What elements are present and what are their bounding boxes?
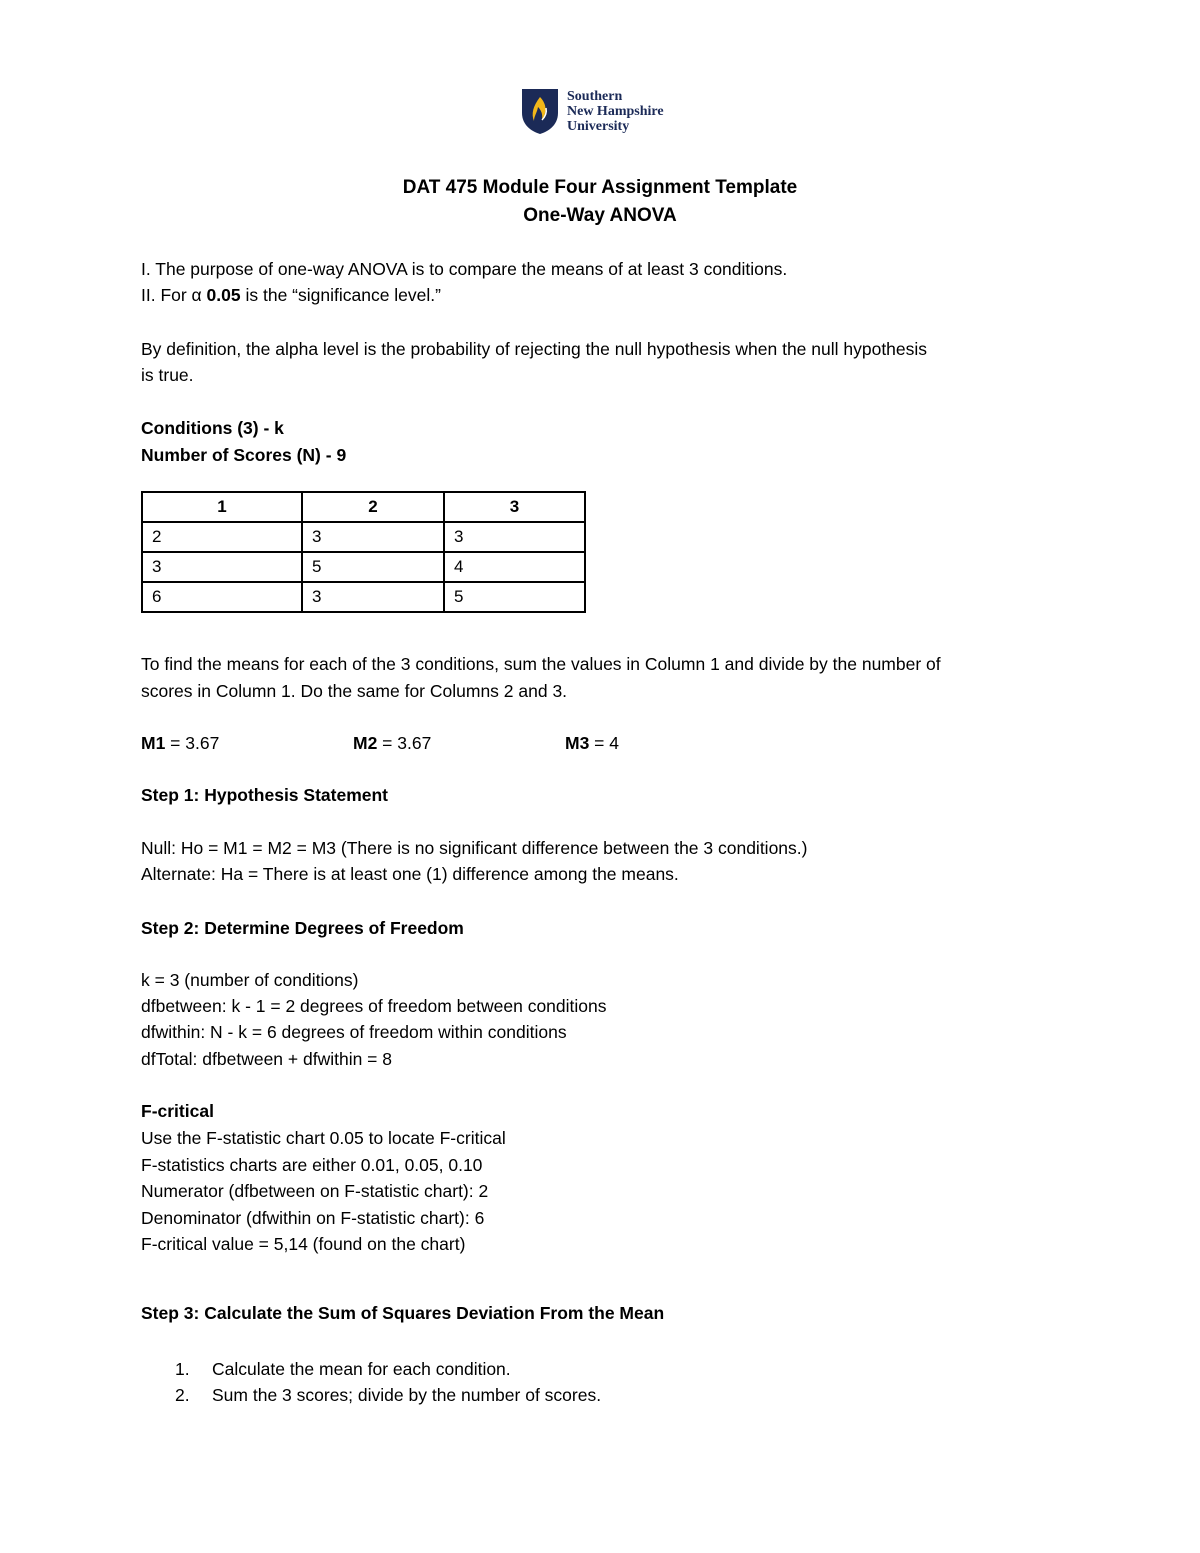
table-header-cell: 1 [142, 492, 302, 522]
list-text: Sum the 3 scores; divide by the number of scores. [212, 1385, 602, 1405]
list-text: Calculate the mean for each condition. [212, 1359, 511, 1379]
table-cell: 6 [142, 582, 302, 612]
table-cell: 2 [142, 522, 302, 552]
table-cell: 5 [302, 552, 444, 582]
mean-value: = 4 [589, 733, 619, 753]
definition-line-2: is true. [141, 365, 194, 385]
mean-value: = 3.67 [377, 733, 432, 753]
mean-label: M2 [353, 733, 378, 753]
scores-label: Number of Scores (N) - 9 [141, 445, 347, 465]
fcritical-line: Numerator (dfbetween on F-statistic chart): 2 [141, 1181, 489, 1201]
logo-wordmark [567, 89, 664, 134]
fcritical-line: Use the F-statistic chart 0.05 to locate F-critical [141, 1128, 506, 1148]
list-item [141, 1382, 601, 1408]
fcritical-line: F-critical value = 5,14 (found on the chart) [141, 1234, 466, 1254]
list-number: 2. [175, 1385, 190, 1405]
table-row [142, 582, 585, 612]
definition-line-1: By definition, the alpha level is the probability of rejecting the null hypothesis when the null hypothesis [141, 339, 928, 359]
fcritical-heading: F-critical [141, 1101, 214, 1121]
table-header-cell: 2 [302, 492, 444, 522]
step1-heading: Step 1: Hypothesis Statement [141, 785, 388, 805]
scores-table [141, 491, 586, 613]
table-header-cell: 3 [444, 492, 585, 522]
logo-line-3: University [567, 119, 630, 134]
table-cell: 3 [302, 522, 444, 552]
fcritical-line: Denominator (dfwithin on F-statistic chart): 6 [141, 1208, 485, 1228]
df-line: dfwithin: N - k = 6 degrees of freedom within conditions [141, 1022, 567, 1042]
step2-heading: Step 2: Determine Degrees of Freedom [141, 918, 464, 938]
table-header-row [142, 492, 585, 522]
alpha-line [141, 287, 441, 305]
table-cell: 5 [444, 582, 585, 612]
document-title: DAT 475 Module Four Assignment Template [402, 177, 798, 198]
null-hypothesis: Null: Ho = M1 = M2 = M3 (There is no significant difference between the 3 conditions.) [141, 838, 808, 858]
list-number: 1. [175, 1359, 190, 1379]
mean-3 [565, 735, 619, 753]
mean-label: M3 [565, 733, 590, 753]
alpha-value: 0.05 [206, 285, 241, 305]
table-cell: 3 [302, 582, 444, 612]
mean-label: M1 [141, 733, 166, 753]
table-row [142, 522, 585, 552]
alternate-hypothesis: Alternate: Ha = There is at least one (1) difference among the means. [141, 864, 679, 884]
table-cell: 3 [142, 552, 302, 582]
means-explanation-1: To find the means for each of the 3 conditions, sum the values in Column 1 and divide by the number of [141, 654, 941, 674]
mean-1 [141, 735, 219, 753]
df-line: k = 3 (number of conditions) [141, 970, 359, 990]
step3-list [141, 1356, 601, 1408]
fcritical-line: F-statistics charts are either 0.01, 0.05, 0.10 [141, 1155, 483, 1175]
document-subtitle: One-Way ANOVA [523, 205, 677, 226]
mean-2 [353, 735, 431, 753]
shield-flame-icon [520, 87, 560, 135]
list-item [141, 1356, 601, 1382]
alpha-pre: II. For α [141, 285, 207, 305]
logo-line-2: New Hampshire [567, 104, 664, 119]
logo-line-1: Southern [567, 89, 623, 104]
table-cell: 3 [444, 522, 585, 552]
table-cell: 4 [444, 552, 585, 582]
means-explanation-2: scores in Column 1. Do the same for Columns 2 and 3. [141, 681, 568, 701]
mean-value: = 3.67 [165, 733, 220, 753]
alpha-post: is the “significance level.” [240, 285, 441, 305]
df-line: dfTotal: dfbetween + dfwithin = 8 [141, 1049, 392, 1069]
conditions-label: Conditions (3) - k [141, 418, 284, 438]
purpose-text: I. The purpose of one-way ANOVA is to compare the means of at least 3 conditions. [141, 259, 788, 279]
df-line: dfbetween: k - 1 = 2 degrees of freedom between conditions [141, 996, 607, 1016]
table-row [142, 552, 585, 582]
step3-heading: Step 3: Calculate the Sum of Squares Deviation From the Mean [141, 1303, 665, 1323]
snhu-logo [520, 87, 690, 135]
